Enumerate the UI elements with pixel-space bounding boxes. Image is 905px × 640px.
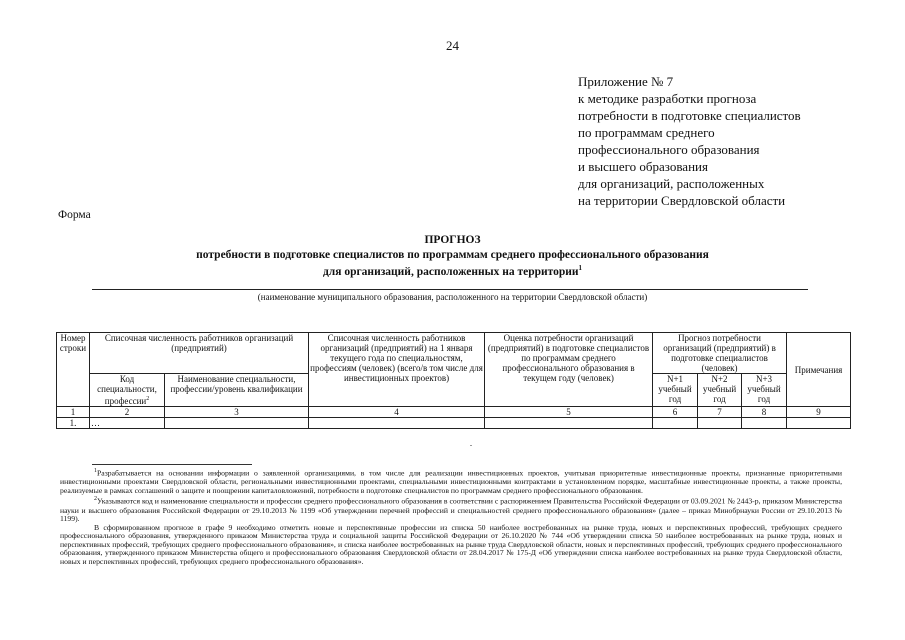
row-1-name [165, 418, 309, 429]
header-n2: N+2 учебный год [698, 374, 742, 407]
appendix-line: и высшего образования [578, 159, 708, 174]
header-list-count-jan: Списочная численность работников организаций (предприятий) на 1 января текущего года по специальностям, профессиям (человек) (всего/в том числе для инвестиционных проектов) [309, 333, 485, 407]
header-code-label: Код специальности, профессии [97, 374, 157, 406]
scan-speck [470, 445, 472, 446]
appendix-line: Приложение № 7 [578, 74, 674, 89]
appendix-line: для организаций, расположенных [578, 176, 765, 191]
footnote-1-text: Разрабатывается на основании информации о заявленной организациями, в том числе для реализации инвестиционных проектов, учитывая приоритетные инвестиционные проекты, признанные приоритетными инвестиционными проектами Свердловской области, региональными инвестиционными проектами, специальными инвестиционными контрактами в установленном порядке, масштабные инвестиционные проекты, а также проекты, реализуемые в рамках соглашений о защите и поощрении капиталовложений, потребности в подготовке специалистов по программам среднего профессионального образования. [60, 468, 842, 495]
row-1-notes [787, 418, 851, 429]
subtitle-line-1: потребности в подготовке специалистов по программам среднего профессионального образования [196, 249, 709, 261]
footnote-ref-1: 1 [578, 264, 583, 272]
blank-fill-line [92, 289, 808, 290]
row-1-n1 [653, 418, 698, 429]
footnote-2-text: Указываются код и наименование специальности и профессии среднего профессионального образования в соответствии с распоряжением Правительства Российской Федерации от 03.09.2021 № 2443-р, приказом Министерства науки и высшего образования Российской Федерации от 29.10.2013 № 1199 «Об утверждении перечней профессий и специальностей среднего профессионального образования» (далее – приказ Минобрнауки России от 29.10.2013 № 1199). [60, 496, 842, 524]
forecast-table [56, 332, 851, 429]
col-number-9: 9 [787, 407, 851, 418]
header-code [90, 374, 165, 407]
row-1-estimate [485, 418, 653, 429]
col-number-8: 8 [742, 407, 787, 418]
col-number-4: 4 [309, 407, 485, 418]
page-number: 24 [446, 38, 459, 53]
footnote-2-mark: 2 [94, 496, 97, 503]
header-notes [787, 333, 851, 407]
col-number-5: 5 [485, 407, 653, 418]
row-1-code: … [90, 418, 165, 429]
header-n1: N+1 учебный год [653, 374, 698, 407]
form-label: Форма [58, 209, 91, 221]
header-row-number: Номер строки [57, 333, 90, 407]
footnote-1 [60, 467, 842, 495]
col-number-2: 2 [90, 407, 165, 418]
row-1-list-count [309, 418, 485, 429]
table-row [57, 418, 851, 429]
col-number-7: 7 [698, 407, 742, 418]
footnote-ref-2: 2 [146, 396, 150, 402]
document-title: ПРОГНОЗ [424, 234, 481, 246]
subtitle-line-2-text: для организаций, расположенных на территории [322, 265, 579, 278]
header-forecast: Прогноз потребности организаций (предприятий) в подготовке специалистов (человек) [653, 333, 787, 374]
footnote-separator [92, 464, 252, 465]
appendix-line: по программам среднего [578, 125, 715, 140]
row-1-n3 [742, 418, 787, 429]
blank-caption: (наименование муниципального образования, расположенного на территории Свердловской области) [257, 292, 648, 302]
col-number-1: 1 [57, 407, 90, 418]
col-number-6: 6 [653, 407, 698, 418]
header-name: Наименование специальности, профессии/уровень квалификации [165, 374, 309, 407]
header-list-count: Списочная численность работников организаций (предприятий) [90, 333, 309, 374]
appendix-line: потребности в подготовке специалистов [578, 108, 801, 123]
header-notes-label: Примечания [794, 364, 843, 375]
footnote-1-mark: 1 [94, 468, 97, 474]
row-1-number: 1. [57, 418, 90, 429]
appendix-heading [578, 73, 801, 209]
header-n3: N+3 учебный год [742, 374, 787, 407]
header-estimate: Оценка потребности организаций (предприятий) в подготовке специалистов по программам среднего профессионального образования в текущем году (человек) [485, 333, 653, 407]
footnotes [60, 467, 842, 567]
subtitle-line-2 [0, 262, 905, 279]
document-subtitle [0, 249, 905, 279]
footnote-3: В сформированном прогнозе в графе 9 необходимо отметить новые и перспективные профессии из списка 50 наиболее востребованных на рынке труда, новых и перспективных профессий, требующих среднего профессионального образования, утвержденного приказом Министерства труда и социальной защиты Российской Федерации от 26.10.2020 № 744 «Об утверждении списка 50 наиболее востребованных на рынке труда, новых и перспективных профессий, требующих среднего профессионального образования», и списка наиболее востребованных на рынке труда Свердловской области, новых и перспективных профессий, требующих среднего профессионального образования, утвержденного приказом Министерства общего и профессионального образования Свердловской области от 28.04.2017 № 175-Д «Об утверждении списка наиболее востребованных на рынке труда Свердловской области, новых и перспективных профессий, требующих среднего профессионального образования». [60, 522, 842, 567]
col-number-3: 3 [165, 407, 309, 418]
appendix-line: профессионального образования [578, 142, 760, 157]
footnote-2 [60, 495, 842, 523]
appendix-line: на территории Свердловской области [578, 193, 786, 208]
appendix-line: к методике разработки прогноза [578, 91, 757, 106]
row-1-n2 [698, 418, 742, 429]
